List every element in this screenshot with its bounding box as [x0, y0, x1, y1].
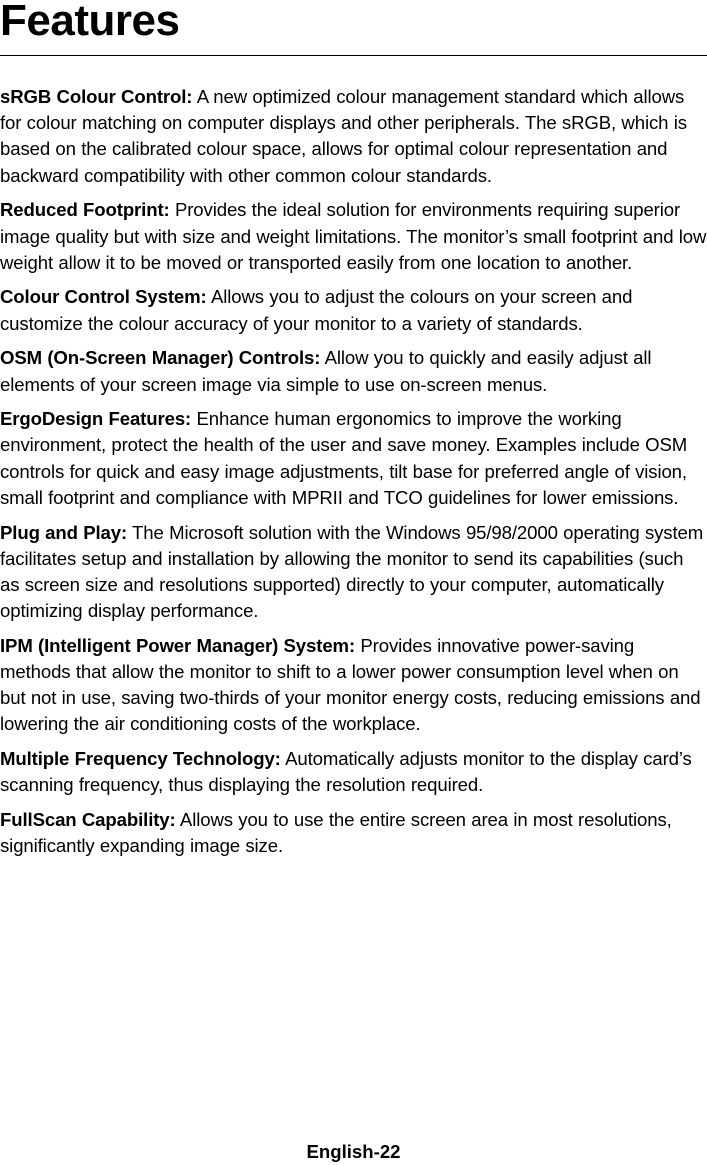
- feature-term: sRGB Colour Control:: [0, 86, 193, 107]
- feature-description: Automatically adjusts monitor to the display card’s scanning frequency, thus displaying the resolution required.: [0, 748, 692, 796]
- feature-description: Allows you to adjust the colours on your screen and customize the colour accuracy of your monitor to a variety of standards.: [0, 286, 633, 334]
- feature-term: Multiple Frequency Technology:: [0, 748, 281, 770]
- feature-item: [0, 746, 707, 798]
- feature-item: [0, 520, 707, 625]
- feature-description: Allows you to use the entire screen area in most resolutions, significantly expanding image size.: [0, 809, 672, 857]
- feature-description: Provides the ideal solution for environments requiring superior image quality but with size and weight limitations. The monitor’s small footprint and low weight allow it to be moved or transported easily from one location to another.: [0, 199, 707, 273]
- feature-description: Allow you to quickly and easily adjust all elements of your screen image via simple to use on-screen menus.: [0, 347, 652, 395]
- feature-description: Provides innovative power-saving methods that allow the monitor to shift to a lower power consumption level when on but not in use, saving two-thirds of your monitor energy costs, reducing emissions and lowering the air conditioning costs of the workplace.: [0, 634, 701, 735]
- feature-item: [0, 284, 707, 336]
- page-title: Features: [0, 0, 180, 45]
- page-number: English-22: [306, 1141, 401, 1162]
- feature-description: A new optimized colour management standard which allows for colour matching on computer displays and other peripherals. The sRGB, which is based on the calibrated colour space, allows for optimal colour representation and backward compatibility with other common colour standards.: [0, 86, 687, 186]
- feature-term: FullScan Capability:: [0, 809, 176, 831]
- feature-item: [0, 345, 707, 397]
- feature-item: [0, 197, 707, 276]
- feature-term: OSM (On-Screen Manager) Controls:: [0, 347, 321, 369]
- feature-term: Reduced Footprint:: [0, 199, 170, 221]
- feature-description: The Microsoft solution with the Windows 95/98/2000 operating system facilitates setup and installation by allowing the monitor to send its capabilities (such as screen size and resolutions supported) directly to your computer, automatically optimizing display performance.: [0, 521, 704, 622]
- feature-term: IPM (Intelligent Power Manager) System:: [0, 634, 356, 656]
- feature-term: ErgoDesign Features:: [0, 408, 192, 430]
- feature-term: Plug and Play:: [0, 521, 128, 543]
- feature-term: Colour Control System:: [0, 286, 207, 308]
- feature-item: [0, 84, 707, 189]
- feature-item: [0, 406, 707, 511]
- feature-item: [0, 807, 707, 859]
- feature-description: Enhance human ergonomics to improve the working environment, protect the health of the user and save money. Examples include OSM controls for quick and easy image adjustments, tilt base for preferred angle of vision, small footprint and compliance with MPRII and TCO guidelines for lower emissions.: [0, 408, 688, 508]
- title-divider: [0, 55, 707, 56]
- feature-list: [0, 84, 707, 868]
- feature-item: [0, 633, 707, 738]
